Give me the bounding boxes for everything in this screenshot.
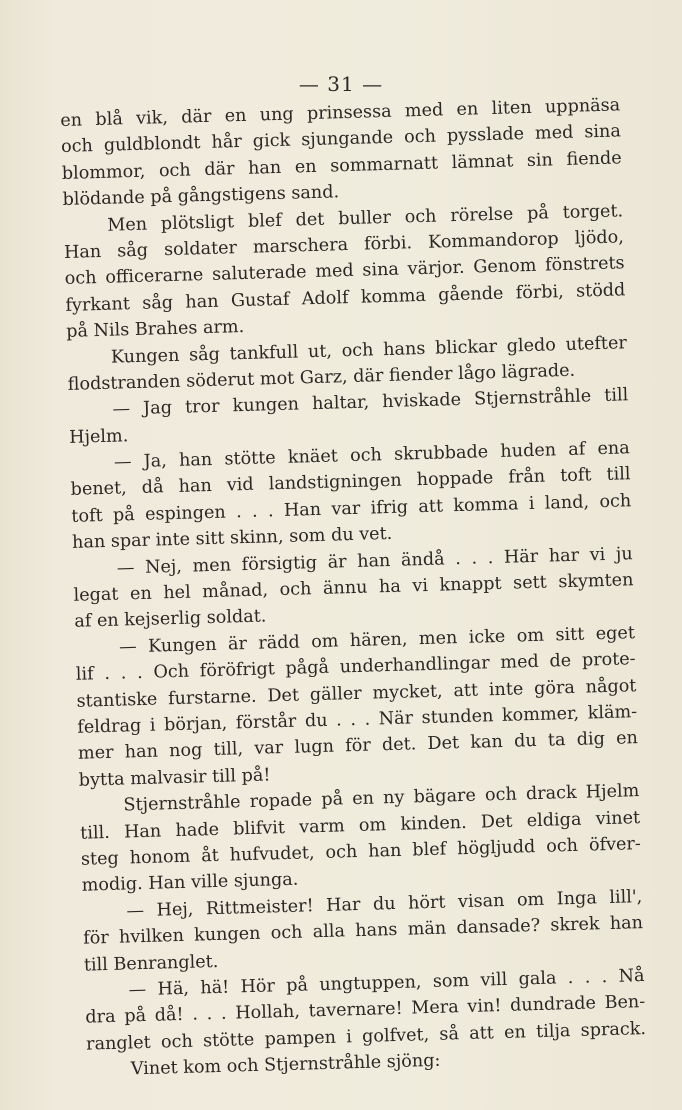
text-line: blödande på gångstigens sand. (62, 182, 340, 211)
text-line: mer han nog till, var lugn för det. Det kan du ta dig en (77, 728, 639, 765)
text-line: feldrag i början, förstår du . . . När stunden kommer, kläm- (77, 702, 638, 738)
text-line: — Ja, han stötte knäet och skrubbade huden af ena (113, 438, 631, 473)
text-line: stantiske furstarne. Det gäller mycket, att inte göra något (76, 675, 637, 712)
text-line: lif . . . Och föröfrigt pågå underhandlingar med de prote- (75, 649, 636, 685)
text-line: legat en hel månad, och ännu ha vi knappt sett skymten (73, 570, 634, 606)
text-line: han spar inte sitt skinn, som du vet. (71, 524, 393, 554)
text-line: Kungen såg tankfull ut, och hans blickar gledo utefter (110, 332, 628, 368)
text-line: — Hej, Rittmeister! Har du hört visan om Inga lill', (126, 886, 643, 922)
text-line: ranglet och stötte pampen i golfvet, så att en tilja sprack. (85, 1018, 647, 1055)
text-line: flodstranden söderut mot Garz, där fiender lågo lägrade. (67, 360, 576, 395)
text-line: — Kungen är rädd om hären, men icke om sitt eget (118, 622, 636, 658)
text-line: för hvilken kungen och alla hans män dansade? skrek han (82, 913, 644, 949)
text-line: Hjelm. (68, 425, 129, 448)
text-line: Vinet kom och Stjernstråhle sjöng: (130, 1050, 441, 1080)
text-line: och guldblondt hår gick sjungande och pysslade med sina (60, 121, 622, 158)
text-line: blommor, och där han en sommarnatt lämnat sin fiende (61, 148, 622, 184)
text-line: af en kejserlig soldat. (74, 606, 267, 633)
text-line: på Nils Brahes arm. (65, 317, 245, 343)
text-line: modig. Han ville sjunga. (81, 869, 299, 897)
text-line: en blå vik, där en ung prinsessa med en liten uppnäsa (60, 95, 621, 131)
text-line: — Hä, hä! Hör på ungtuppen, som vill gala . . . Nå (128, 965, 645, 1001)
text-line: toft på espingen . . . Han var ifrig att komma i land, och (71, 491, 632, 527)
text-line: — Nej, men försigtig är han ändå . . . Här har vi ju (116, 543, 633, 579)
text-line: Stjernstråhle ropade på en ny bägare och drack Hjelm (123, 781, 640, 816)
text-line: steg honom åt hufvudet, och han blef högljudd och öfver- (80, 834, 642, 870)
page-number: — 31 — (298, 72, 384, 96)
text-line: bytta malvasir till på! (78, 765, 271, 791)
text-line: — Jag tror kungen haltar, hviskade Stjernstråhle till (112, 385, 629, 420)
text-line: till. Han hade blifvit varm om kinden. Det eldiga vinet (79, 807, 641, 844)
text-line: fyrkant såg han Gustaf Adolf komma gående förbi, stödd (65, 280, 626, 316)
text-line: dra på då! . . . Hollah, tavernare! Mera vin! dundrade Ben- (85, 992, 646, 1028)
body-text (60, 92, 647, 1084)
text-line: och officerarne saluterade med sina värjor. Genom fönstrets (64, 253, 625, 290)
text-line: Men plötsligt blef det buller och rörelse på torget. (107, 200, 624, 236)
text-line: benet, då han vid landstigningen hoppade från toft till (70, 464, 631, 501)
text-line: Han såg soldater marschera förbi. Kommandorop ljödo, (63, 227, 625, 263)
text-line: till Benranglet. (83, 951, 219, 976)
